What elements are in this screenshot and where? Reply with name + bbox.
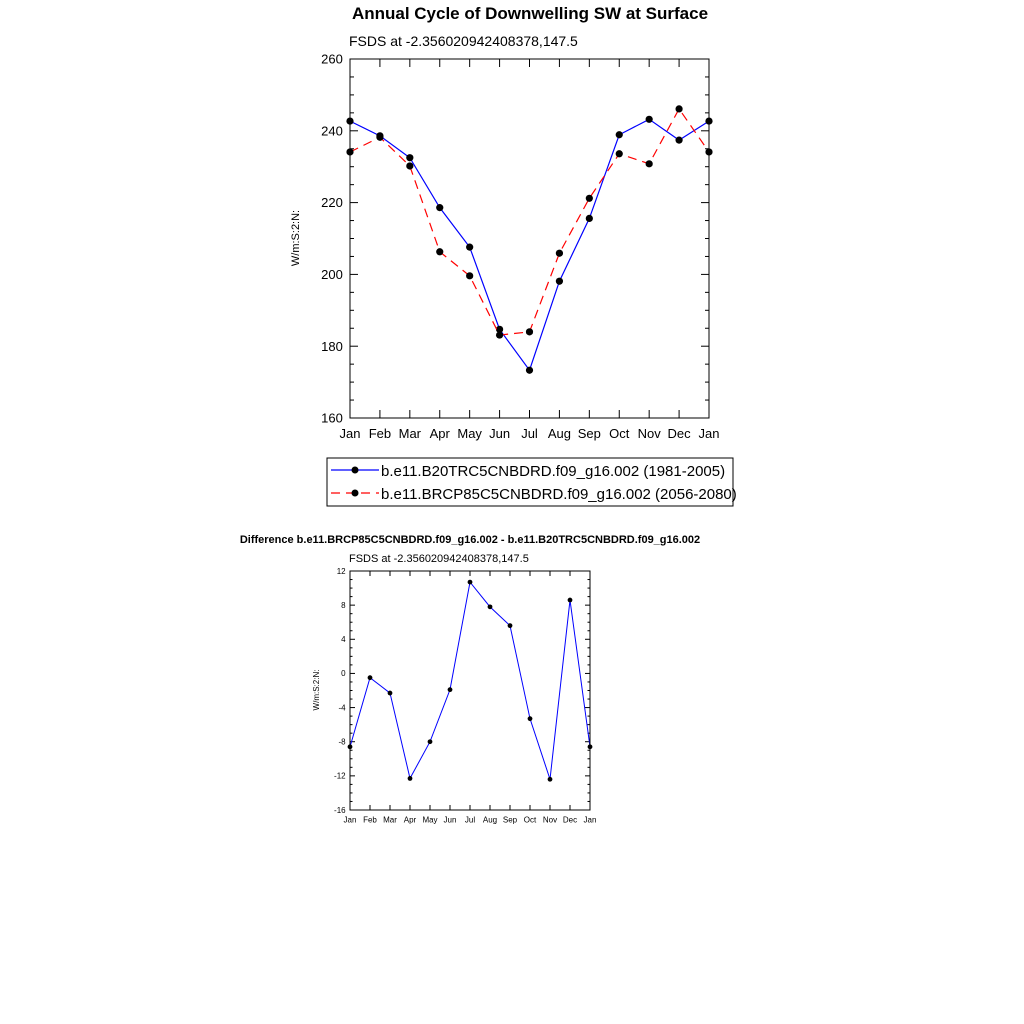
data-point-0 bbox=[675, 137, 682, 144]
data-point-0 bbox=[406, 154, 413, 161]
y-tick-label: 240 bbox=[321, 123, 343, 139]
x-tick-label: Aug bbox=[547, 426, 571, 442]
legend-entry-rcp85 bbox=[331, 486, 737, 503]
data-point-0 bbox=[368, 675, 373, 680]
y-tick-label: 160 bbox=[321, 410, 343, 426]
y-tick-label: -8 bbox=[338, 737, 346, 747]
x-tick-label: Dec bbox=[562, 815, 578, 825]
x-tick-label: Aug bbox=[482, 815, 498, 825]
data-point-0 bbox=[388, 691, 393, 696]
data-point-0 bbox=[548, 777, 553, 782]
x-tick-label: May bbox=[457, 426, 482, 442]
x-tick-label: Nov bbox=[637, 426, 661, 442]
legend-label-rcp85: b.e11.BRCP85C5CNBDRD.f09_g16.002 (2056-2080) bbox=[381, 486, 737, 503]
x-tick-label: Sep bbox=[502, 815, 518, 825]
data-point-1 bbox=[526, 328, 533, 335]
x-tick-label: Jun bbox=[443, 815, 457, 825]
legend-entry-historical bbox=[331, 463, 725, 480]
y-tick-label: 0 bbox=[341, 669, 346, 679]
data-point-0 bbox=[586, 215, 593, 222]
data-point-0 bbox=[428, 739, 433, 744]
legend bbox=[327, 458, 737, 506]
x-tick-label: Jan bbox=[583, 815, 597, 825]
data-point-1 bbox=[586, 195, 593, 202]
y-tick-label: 180 bbox=[321, 338, 343, 354]
x-tick-label: Nov bbox=[542, 815, 558, 825]
x-tick-label: Apr bbox=[403, 815, 417, 825]
data-point-1 bbox=[436, 248, 443, 255]
data-point-0 bbox=[526, 367, 533, 374]
legend-label-historical: b.e11.B20TRC5CNBDRD.f09_g16.002 (1981-2005) bbox=[381, 463, 726, 480]
x-tick-label: May bbox=[422, 815, 438, 825]
data-point-0 bbox=[468, 580, 473, 585]
x-tick-label: Feb bbox=[368, 426, 392, 442]
y-tick-label: -16 bbox=[334, 805, 346, 815]
data-point-0 bbox=[488, 604, 493, 609]
x-tick-label: Oct bbox=[523, 815, 537, 825]
data-point-0 bbox=[528, 716, 533, 721]
y-tick-label: -4 bbox=[338, 703, 346, 713]
x-tick-label: Sep bbox=[577, 426, 601, 442]
difference-chart-title: Difference b.e11.BRCP85C5CNBDRD.f09_g16.002 - b.e11.B20TRC5CNBDRD.f09_g16.002 bbox=[239, 534, 701, 546]
x-tick-label: Oct bbox=[609, 426, 630, 442]
data-point-1 bbox=[376, 134, 383, 141]
x-tick-label: Jul bbox=[521, 426, 538, 442]
y-tick-label: 260 bbox=[321, 51, 343, 67]
data-point-0 bbox=[568, 598, 573, 603]
annual-cycle-chart bbox=[290, 4, 719, 441]
chart-subtitle: FSDS at -2.356020942408378,147.5 bbox=[349, 33, 578, 49]
x-tick-label: Mar bbox=[383, 815, 397, 825]
y-tick-label: 220 bbox=[321, 195, 343, 211]
x-tick-label: Jan bbox=[339, 426, 361, 442]
data-point-0 bbox=[466, 244, 473, 251]
plot-frame bbox=[350, 59, 709, 418]
data-point-0 bbox=[436, 204, 443, 211]
y-tick-label: -12 bbox=[334, 771, 346, 781]
difference-chart-subtitle: FSDS at -2.356020942408378,147.5 bbox=[349, 553, 529, 565]
data-point-0 bbox=[556, 278, 563, 285]
data-point-1 bbox=[616, 150, 623, 157]
legend-marker-rcp85 bbox=[352, 490, 359, 497]
legend-marker-historical bbox=[352, 467, 359, 474]
series-line-1 bbox=[350, 109, 709, 335]
x-tick-label: Mar bbox=[398, 426, 422, 442]
data-point-1 bbox=[466, 272, 473, 279]
data-point-0 bbox=[448, 687, 453, 692]
data-point-1 bbox=[646, 160, 653, 167]
axis-ticks bbox=[321, 52, 719, 442]
difference-y-axis-label: W/m:S:2:N: bbox=[312, 669, 321, 711]
difference-chart bbox=[240, 534, 700, 824]
y-axis-label: W/m:S:2:N: bbox=[290, 209, 302, 267]
series-line-0 bbox=[350, 582, 590, 779]
x-tick-label: Apr bbox=[429, 426, 450, 442]
x-tick-label: Feb bbox=[363, 815, 377, 825]
x-tick-label: Jan bbox=[698, 426, 720, 442]
series-lines bbox=[346, 105, 712, 374]
x-tick-label: Jan bbox=[343, 815, 357, 825]
y-tick-label: 12 bbox=[336, 566, 346, 576]
chart-title: Annual Cycle of Downwelling SW at Surface bbox=[351, 4, 709, 23]
data-point-1 bbox=[556, 250, 563, 257]
data-point-1 bbox=[496, 331, 503, 338]
y-tick-label: 8 bbox=[341, 600, 346, 610]
y-tick-label: 200 bbox=[321, 266, 343, 282]
difference-series-lines bbox=[348, 580, 593, 782]
data-point-0 bbox=[646, 116, 653, 123]
x-tick-label: Dec bbox=[667, 426, 691, 442]
data-point-0 bbox=[408, 776, 413, 781]
data-point-1 bbox=[675, 105, 682, 112]
data-point-0 bbox=[616, 131, 623, 138]
x-tick-label: Jun bbox=[489, 426, 511, 442]
data-point-1 bbox=[406, 162, 413, 169]
y-tick-label: 4 bbox=[341, 635, 346, 645]
x-tick-label: Jul bbox=[464, 815, 476, 825]
data-point-0 bbox=[508, 623, 513, 628]
